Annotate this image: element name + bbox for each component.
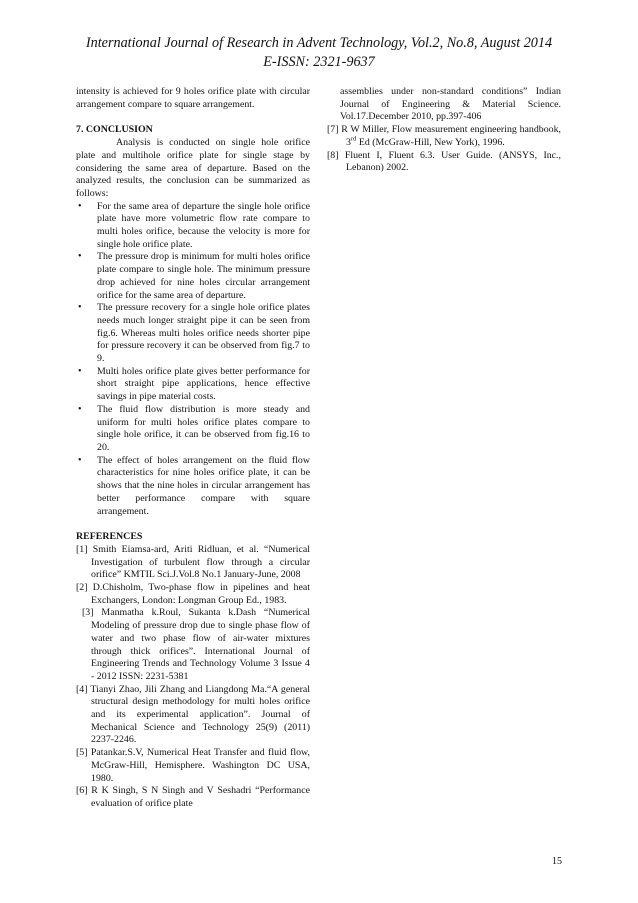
reference-item xyxy=(327,124,561,149)
conclusion-heading: 7. CONCLUSION xyxy=(76,124,153,136)
bullet-icon: • xyxy=(78,200,82,212)
reference-text: Ed (McGraw-Hill, New York), 1996. xyxy=(356,136,505,148)
bullet-item xyxy=(76,366,310,404)
journal-title: International Journal of Research in Advent Technology, Vol.2, No.8, August 2014 xyxy=(85,35,553,51)
bullet-text: Multi holes orifice plate gives better performance for short straight pipe applications, hence effective savings in pipe material costs. xyxy=(97,365,310,403)
bullet-item xyxy=(76,201,310,252)
reference-item: [4] Tianyi Zhao, Jili Zhang and Liangdong Ma.“A general structural design methodology for multi holes orifice and its experimental application”. Journal of Mechanical Science and Technology 25(9) (2011) 2237-2246. xyxy=(76,683,310,746)
journal-issn: E-ISSN: 2321-9637 xyxy=(263,54,375,70)
bullet-text: The pressure recovery for a single hole orifice plates needs much longer straight pipe it can be seen from fig.6. Whereas multi holes orifice needs shorter pipe for pressure recovery it can be observed from fig.7 to 9. xyxy=(97,302,310,365)
bullet-item xyxy=(76,455,310,519)
conclusion-paragraph: Analysis is conducted on single hole orifice plate and multihole orifice plate for single stage by considering the same area of departure. Based on the analyzed results, the conclusion can be summarized as follows: xyxy=(76,137,310,199)
right-column xyxy=(327,86,561,175)
bullet-icon: • xyxy=(78,403,82,415)
reference-item: [3] Manmatha k.Roul, Sukanta k.Dash “Numerical Modeling of pressure drop due to single phase flow of water and two phase flow of air-water mixtures through thick orifices”. International Journal of Engineering Trends and Technology Volume 3 Issue 4 - 2012 ISSN: 2231-5381 xyxy=(82,607,310,682)
bullet-text: The fluid flow distribution is more steady and uniform for multi holes orifice plates compare to single hole orifice, it can be observed from fig.16 to 20. xyxy=(97,403,310,453)
bullet-icon: • xyxy=(78,454,82,466)
left-column xyxy=(76,86,310,811)
reference-text: [7] R W Miller, Flow measurement engineering handbook, 3 xyxy=(327,124,561,148)
superscript: rd xyxy=(350,135,357,143)
reference-item: [5] Patankar.S.V, Numerical Heat Transfer and fluid flow, McGraw-Hill, Hemisphere. Washington DC USA, 1980. xyxy=(76,747,310,784)
references-heading: REFERENCES xyxy=(76,531,143,543)
bullet-icon: • xyxy=(78,302,82,314)
bullet-text: The pressure drop is minimum for multi holes orifice plate compare to single hole. The minimum pressure drop achieved for nine holes circular arrangement orifice for the same area of departure. xyxy=(97,251,310,301)
page-number: 15 xyxy=(552,856,562,867)
bullet-item xyxy=(76,404,310,455)
reference-item: [1] Smith Eiamsa-ard, Ariti Ridluan, et al. “Numerical Investigation of turbulent flow through a circular orifice” KMTIL Sci.J.Vol.8 No.1 January-June, 2008 xyxy=(76,543,310,581)
bullet-item xyxy=(76,302,310,366)
reference-item: [2] D.Chisholm, Two-phase flow in pipelines and heat Exchangers, London: Longman Group Ed., 1983. xyxy=(76,582,310,606)
reference-item: [6] R K Singh, S N Singh and V Seshadri “Performance evaluation of orifice plate xyxy=(76,785,310,809)
reference-item: [8] Fluent I, Fluent 6.3. User Guide. (ANSYS, Inc., Lebanon) 2002. xyxy=(327,149,561,174)
bullet-text: For the same area of departure the single hole orifice plate have more volumetric flow rate compare to multi holes orifice, because the velocity is more for single hole orifice plate. xyxy=(97,200,310,250)
intro-paragraph: intensity is achieved for 9 holes orifice plate with circular arrangement compare to square arrangement. xyxy=(76,86,310,110)
reference-item-continued: assemblies under non-standard conditions” Indian Journal of Engineering & Material Science. Vol.17.December 2010, pp.397-406 xyxy=(340,86,561,123)
bullet-text: The effect of holes arrangement on the fluid flow characteristics for nine holes orifice plate, it can be shows that the nine holes in circular arrangement has better performance compare with square arrangement. xyxy=(97,454,310,517)
bullet-icon: • xyxy=(78,365,82,377)
bullet-icon: • xyxy=(78,251,82,263)
bullet-item xyxy=(76,251,310,302)
conclusion-bullet-list xyxy=(76,201,310,519)
